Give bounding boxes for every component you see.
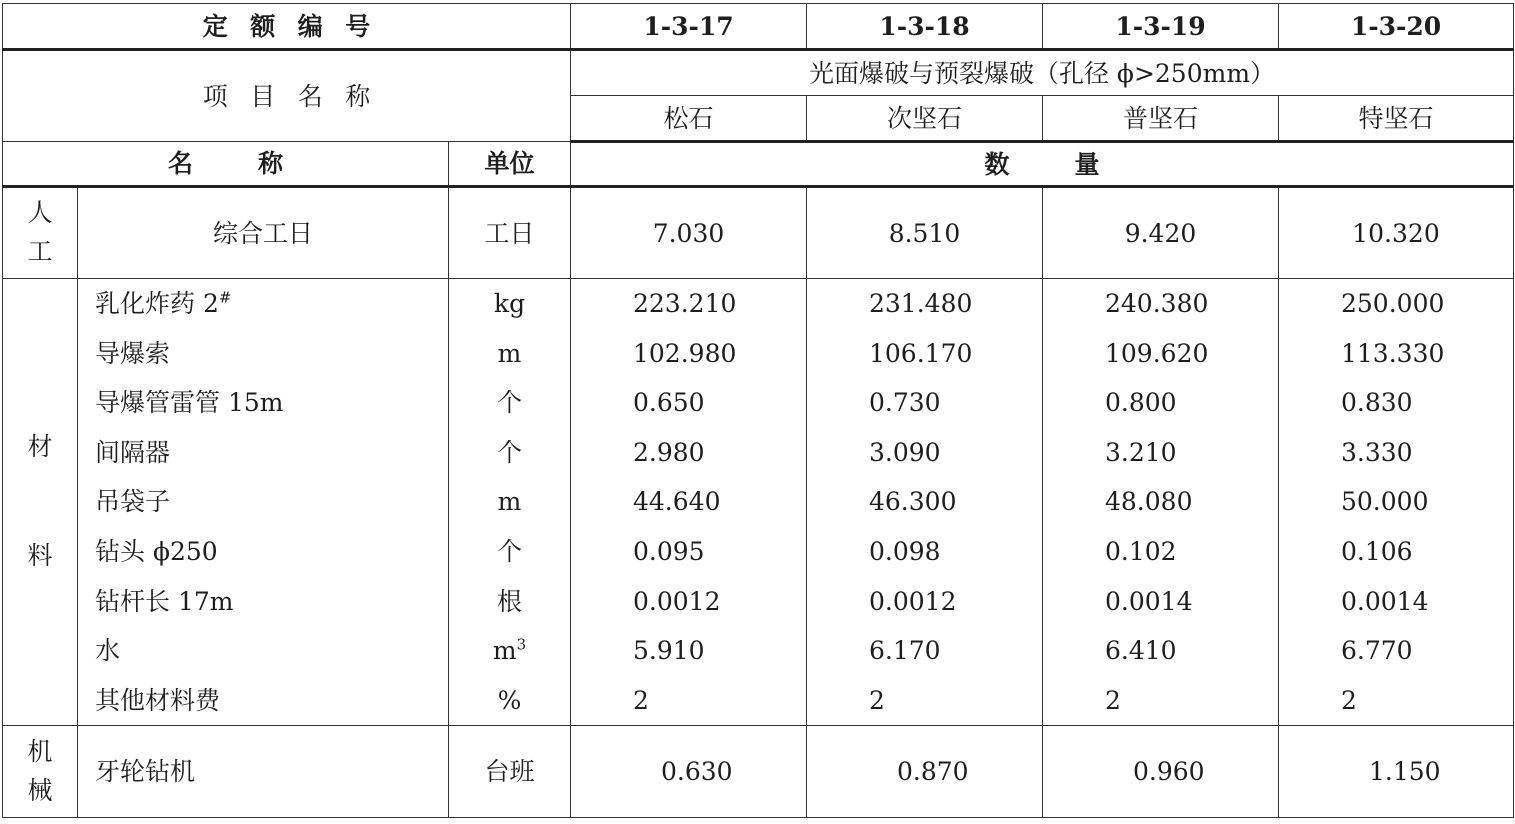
labor-row	[3, 187, 1514, 279]
labor-category: 人 工	[3, 187, 78, 279]
labor-unit: 工日	[449, 187, 571, 279]
material-value: 6.170	[869, 636, 941, 666]
labor-value-4: 10.320	[1279, 187, 1514, 279]
code-label: 定额编号	[3, 4, 571, 50]
material-value: 240.380	[1105, 289, 1209, 318]
labor-value-2: 8.510	[807, 187, 1043, 279]
material-unit: m	[497, 338, 522, 368]
materials-category: 材 料	[3, 279, 78, 726]
machinery-unit: 台班	[449, 726, 571, 818]
material-value: 3.210	[1105, 437, 1177, 467]
material-value: 0.0014	[1341, 586, 1429, 616]
material-unit: $m^3$	[492, 635, 527, 666]
material-unit: kg	[493, 289, 526, 318]
name-header: 名称	[3, 142, 449, 187]
labor-value-3: 9.420	[1043, 187, 1279, 279]
code-1: 1-3-17	[571, 4, 807, 50]
material-value: 0.0014	[1105, 586, 1193, 616]
material-value: 0.095	[633, 536, 705, 566]
machinery-category: 机 械	[3, 726, 78, 818]
material-value: 44.640	[633, 487, 721, 517]
rock-type-1: 松石	[571, 96, 807, 142]
materials-values-col-3	[1043, 279, 1279, 726]
material-value: 3.330	[1341, 437, 1413, 467]
material-value: 2	[633, 685, 649, 715]
material-value: 2.980	[633, 437, 705, 467]
unit-header: 单位	[449, 142, 571, 187]
material-name: 水	[95, 636, 121, 666]
material-value: 6.770	[1341, 636, 1413, 666]
project-label: 项目名称	[3, 50, 571, 142]
materials-values-col-1	[571, 279, 807, 726]
material-name: 钻杆长 17m	[95, 586, 234, 616]
material-name: 导爆索	[95, 338, 171, 368]
rock-type-4: 特坚石	[1279, 96, 1514, 142]
material-name: 导爆管雷管 15m	[95, 388, 284, 418]
material-value: 102.980	[633, 338, 737, 368]
materials-names	[78, 279, 449, 726]
material-unit: 根	[496, 586, 522, 616]
material-value: 106.170	[869, 338, 973, 368]
project-title: 光面爆破与预裂爆破（孔径 ϕ>250mm）	[571, 50, 1514, 96]
code-3: 1-3-19	[1043, 4, 1279, 50]
header-columns-row	[3, 142, 1514, 187]
header-project-row	[3, 50, 1514, 96]
material-value: 0.830	[1341, 388, 1413, 418]
material-value: 250.000	[1341, 289, 1445, 318]
machinery-item: 牙轮钻机	[78, 726, 449, 818]
machinery-value-3: 0.960	[1043, 726, 1279, 818]
code-2: 1-3-18	[807, 4, 1043, 50]
material-value: 0.098	[869, 536, 941, 566]
material-value: 0.0012	[633, 586, 721, 616]
material-value: 2	[869, 685, 885, 715]
material-value: 2	[1341, 685, 1357, 715]
material-unit: m	[497, 487, 522, 517]
material-unit: 个	[496, 388, 522, 418]
material-value: 223.210	[633, 289, 737, 318]
header-code-row	[3, 4, 1514, 50]
materials-units	[449, 279, 571, 726]
material-unit: 个	[496, 536, 522, 566]
labor-item: 综合工日	[78, 187, 449, 279]
material-value: 6.410	[1105, 636, 1177, 666]
material-value: 231.480	[869, 289, 973, 318]
material-value: 5.910	[633, 636, 705, 666]
material-unit: 个	[496, 437, 522, 467]
material-value: 0.650	[633, 388, 705, 418]
material-value: 48.080	[1105, 487, 1193, 517]
machinery-row	[3, 726, 1514, 818]
code-4: 1-3-20	[1279, 4, 1514, 50]
material-name: 吊袋子	[95, 487, 171, 517]
material-value: 0.730	[869, 388, 941, 418]
material-value: 0.800	[1105, 388, 1177, 418]
quota-table	[2, 3, 1514, 818]
material-value: 50.000	[1341, 487, 1429, 517]
machinery-value-1: 0.630	[571, 726, 807, 818]
material-unit: %	[497, 685, 522, 715]
material-value: 2	[1105, 685, 1121, 715]
material-value: 113.330	[1341, 338, 1445, 368]
material-value: 3.090	[869, 437, 941, 467]
labor-value-1: 7.030	[571, 187, 807, 279]
material-name: 钻头 ϕ250	[95, 536, 218, 566]
material-name: 乳化炸药 2#	[95, 288, 232, 318]
material-value: 46.300	[869, 487, 957, 517]
rock-type-2: 次坚石	[807, 96, 1043, 142]
materials-row	[3, 279, 1514, 726]
rock-type-3: 普坚石	[1043, 96, 1279, 142]
materials-values-col-4	[1279, 279, 1514, 726]
material-name: 间隔器	[95, 437, 171, 467]
machinery-value-4: 1.150	[1279, 726, 1514, 818]
machinery-value-2: 0.870	[807, 726, 1043, 818]
material-name: 其他材料费	[95, 685, 221, 715]
material-value: 0.0012	[869, 586, 957, 616]
material-value: 0.102	[1105, 536, 1177, 566]
quantity-header: 数量	[571, 142, 1514, 187]
material-value: 109.620	[1105, 338, 1209, 368]
materials-values-col-2	[807, 279, 1043, 726]
material-value: 0.106	[1341, 536, 1413, 566]
